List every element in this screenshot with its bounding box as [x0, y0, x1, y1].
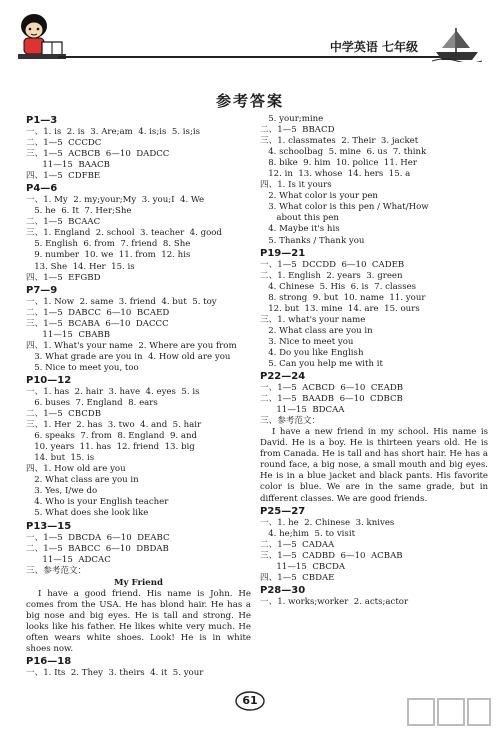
answer-line: 5. What does she look like: [26, 508, 149, 519]
answer-line: 一、1. he 2. Chinese 3. knives: [260, 517, 395, 528]
answer-line: 13. She 14. Her 15. is: [26, 261, 135, 272]
answer-line: 4. he;him 5. to visit: [260, 528, 356, 539]
answer-line: 5. your;mine: [260, 114, 324, 124]
answer-line: 10. years 11. has 12. friend 13. big: [26, 442, 195, 453]
sailing-ship-icon: [432, 24, 482, 62]
answer-line: 二、1—5 CBCDB: [26, 409, 102, 420]
left-answer-column: [26, 114, 251, 679]
answer-line: 四、1—5 CDFBE: [26, 171, 101, 182]
section-heading: P7—9: [26, 284, 58, 296]
answer-line: 二、1—5 DABCC 6—10 BCAED: [26, 307, 170, 318]
answer-line: 四、1. Is it yours: [260, 180, 332, 191]
answer-line: 一、1. is 2. is 3. Are;am 4. is;is 5. is;is: [26, 127, 201, 137]
answer-line: 一、1—5 DCCDD 6—10 CADEB: [260, 259, 405, 270]
answer-line: 三、参考范文：: [26, 565, 87, 576]
answer-line: 12. in 13. whose 14. hers 15. a: [260, 169, 411, 180]
answer-line: 5. Can you help me with it: [260, 358, 383, 369]
answer-line: 四、1. What's your name 2. Where are you from: [26, 340, 237, 351]
right-answer-column: [260, 114, 488, 608]
answer-line: 三、1. what's your name: [260, 314, 366, 325]
answer-line: 4. Who is your English teacher: [26, 497, 169, 508]
answer-line: 5. he 6. It 7. Her;She: [26, 206, 132, 217]
answer-line: 二、1—5 CCCDC: [26, 138, 102, 149]
section-heading: P22—24: [260, 371, 306, 383]
answer-line: 三、参考范文：: [260, 416, 321, 427]
answer-line: 5. Nice to meet you, too: [26, 362, 139, 373]
page-number: 61: [242, 694, 258, 707]
answer-line: 三、1. England 2. school 3. teacher 4. good: [26, 228, 222, 239]
header-rule: [58, 56, 448, 58]
answer-line: 四、1—5 EFGBD: [26, 272, 101, 283]
answer-line: 一、1. Now 2. same 3. friend 4. but 5. toy: [26, 296, 217, 307]
answer-line: 11—15 BAACB: [26, 160, 110, 171]
answer-line: 一、1. has 2. hair 3. have 4. eyes 5. is: [26, 386, 200, 397]
student-reading-mascot-icon: [10, 8, 70, 62]
section-heading: P4—6: [26, 183, 58, 195]
section-heading: P13—15: [26, 520, 72, 532]
section-heading: P19—21: [260, 247, 306, 259]
answer-line: 二、1. English 2. years 3. green: [260, 270, 403, 281]
answer-line: 一、1. Its 2. They 3. theirs 4. it 5. your: [26, 667, 204, 678]
answer-line: 3. Yes, I/we do: [26, 486, 98, 497]
answer-line: 三、1—5 CADBD 6—10 ACBAB: [260, 550, 403, 561]
answer-line: 8. bike 9. him 10. police 11. Her: [260, 158, 417, 169]
page-number-badge: [234, 690, 266, 712]
answer-line: 4. Do you like English: [260, 347, 364, 358]
answer-line: 4. schoolbag 5. mine 6. us 7. think: [260, 147, 427, 158]
answer-line: 6. speaks 7. from 8. England 9. and: [26, 431, 198, 442]
answer-line: 三、1. classmates 2. Their 3. jacket: [260, 136, 419, 147]
header-title: 中学英语 七年级: [329, 40, 418, 54]
answer-line: 14. but 15. is: [26, 453, 95, 464]
section-heading: P16—18: [26, 655, 72, 667]
answer-line: 3. Nice to meet you: [260, 336, 354, 347]
section-heading: P25—27: [260, 505, 306, 517]
answer-line: 2. What class are you in: [260, 325, 373, 336]
answer-line: 二、1—5 BAADB 6—10 CDBCB: [260, 394, 403, 405]
answer-line: 四、1—5 CBDAE: [260, 572, 335, 583]
answer-line: 三、1—5 ACBCB 6—10 DADCC: [26, 149, 170, 160]
essay-title: My Friend: [114, 577, 163, 588]
answer-line: 2. What color is your pen: [260, 191, 378, 202]
answer-line: 9. number 10. we 11. from 12. his: [26, 250, 191, 261]
answer-line: 二、1—5 BBACD: [260, 125, 335, 136]
answer-line: 二、1—5 BCAAC: [26, 217, 101, 228]
answer-line: 5. Thanks / Thank you: [260, 235, 365, 246]
answer-line: 二、1—5 CADAA: [260, 539, 335, 550]
section-heading: P10—12: [26, 374, 72, 386]
essay-paragraph: I have a new friend in my school. His name is David. He is a boy. He is thirteen years old. He is from Canada. He is tall and has short hair. He has a round face, a big nose, a small mouth and big eyes. He is in a blue jacket and black pants. His favorite color is blue. We are in the same grade, but in different classes. We are good friends.: [260, 427, 488, 504]
answer-line: 4. Chinese 5. His 6. is 7. classes: [260, 281, 417, 292]
answer-line: 11—15 ADCAC: [26, 554, 111, 565]
answer-line: 2. What class are you in: [26, 475, 139, 486]
answer-line: 5. English 6. from 7. friend 8. She: [26, 239, 191, 250]
essay-paragraph: I have a good friend. His name is John. He comes from the USA. He has blond hair. He has a big nose and big eyes. He is tall and strong. He looks like his father. He likes white very much. He often wears white shoes. Look! He is in white shoes now.: [26, 588, 251, 654]
answer-line: 4. Maybe it's his: [260, 224, 340, 235]
answer-line: 四、1. How old are you: [26, 464, 126, 475]
page-header: [0, 0, 500, 64]
answer-line: 12. but 13. mine 14. are 15. ours: [260, 303, 420, 314]
answer-line: 11—15 BDCAA: [260, 405, 345, 416]
section-heading: P1—3: [26, 115, 58, 126]
watermark-logo-icon: [406, 696, 492, 730]
answer-line: 一、1—5 ACBCD 6—10 CEADB: [260, 383, 404, 394]
answer-line: 6. buses 7. England 8. ears: [26, 397, 158, 408]
answer-line: 一、1. My 2. my;your;My 3. you;I 4. We: [26, 195, 205, 206]
answer-line: 三、1. Her 2. has 3. two 4. and 5. hair: [26, 420, 202, 431]
answer-line: about this pen: [260, 213, 339, 224]
answer-line: 11—15 CBCDA: [260, 561, 346, 572]
answer-line: 三、1—5 BCABA 6—10 DACCC: [26, 318, 169, 329]
answer-line: 3. What grade are you in 4. How old are you: [26, 351, 231, 362]
answer-line: 一、1—5 DBCDA 6—10 DEABC: [26, 532, 170, 543]
answer-line: 二、1—5 BABCC 6—10 DBDAB: [26, 543, 169, 554]
section-heading: P28—30: [260, 584, 306, 596]
answer-line: 一、1. works;worker 2. acts;actor: [260, 596, 409, 607]
answer-line: 11—15 CBABB: [26, 329, 111, 340]
page-title: 参考答案: [215, 92, 284, 110]
answer-line: 8. strong 9. but 10. name 11. your: [260, 292, 426, 303]
answer-line: 3. What color is this pen / What/How: [260, 202, 429, 213]
